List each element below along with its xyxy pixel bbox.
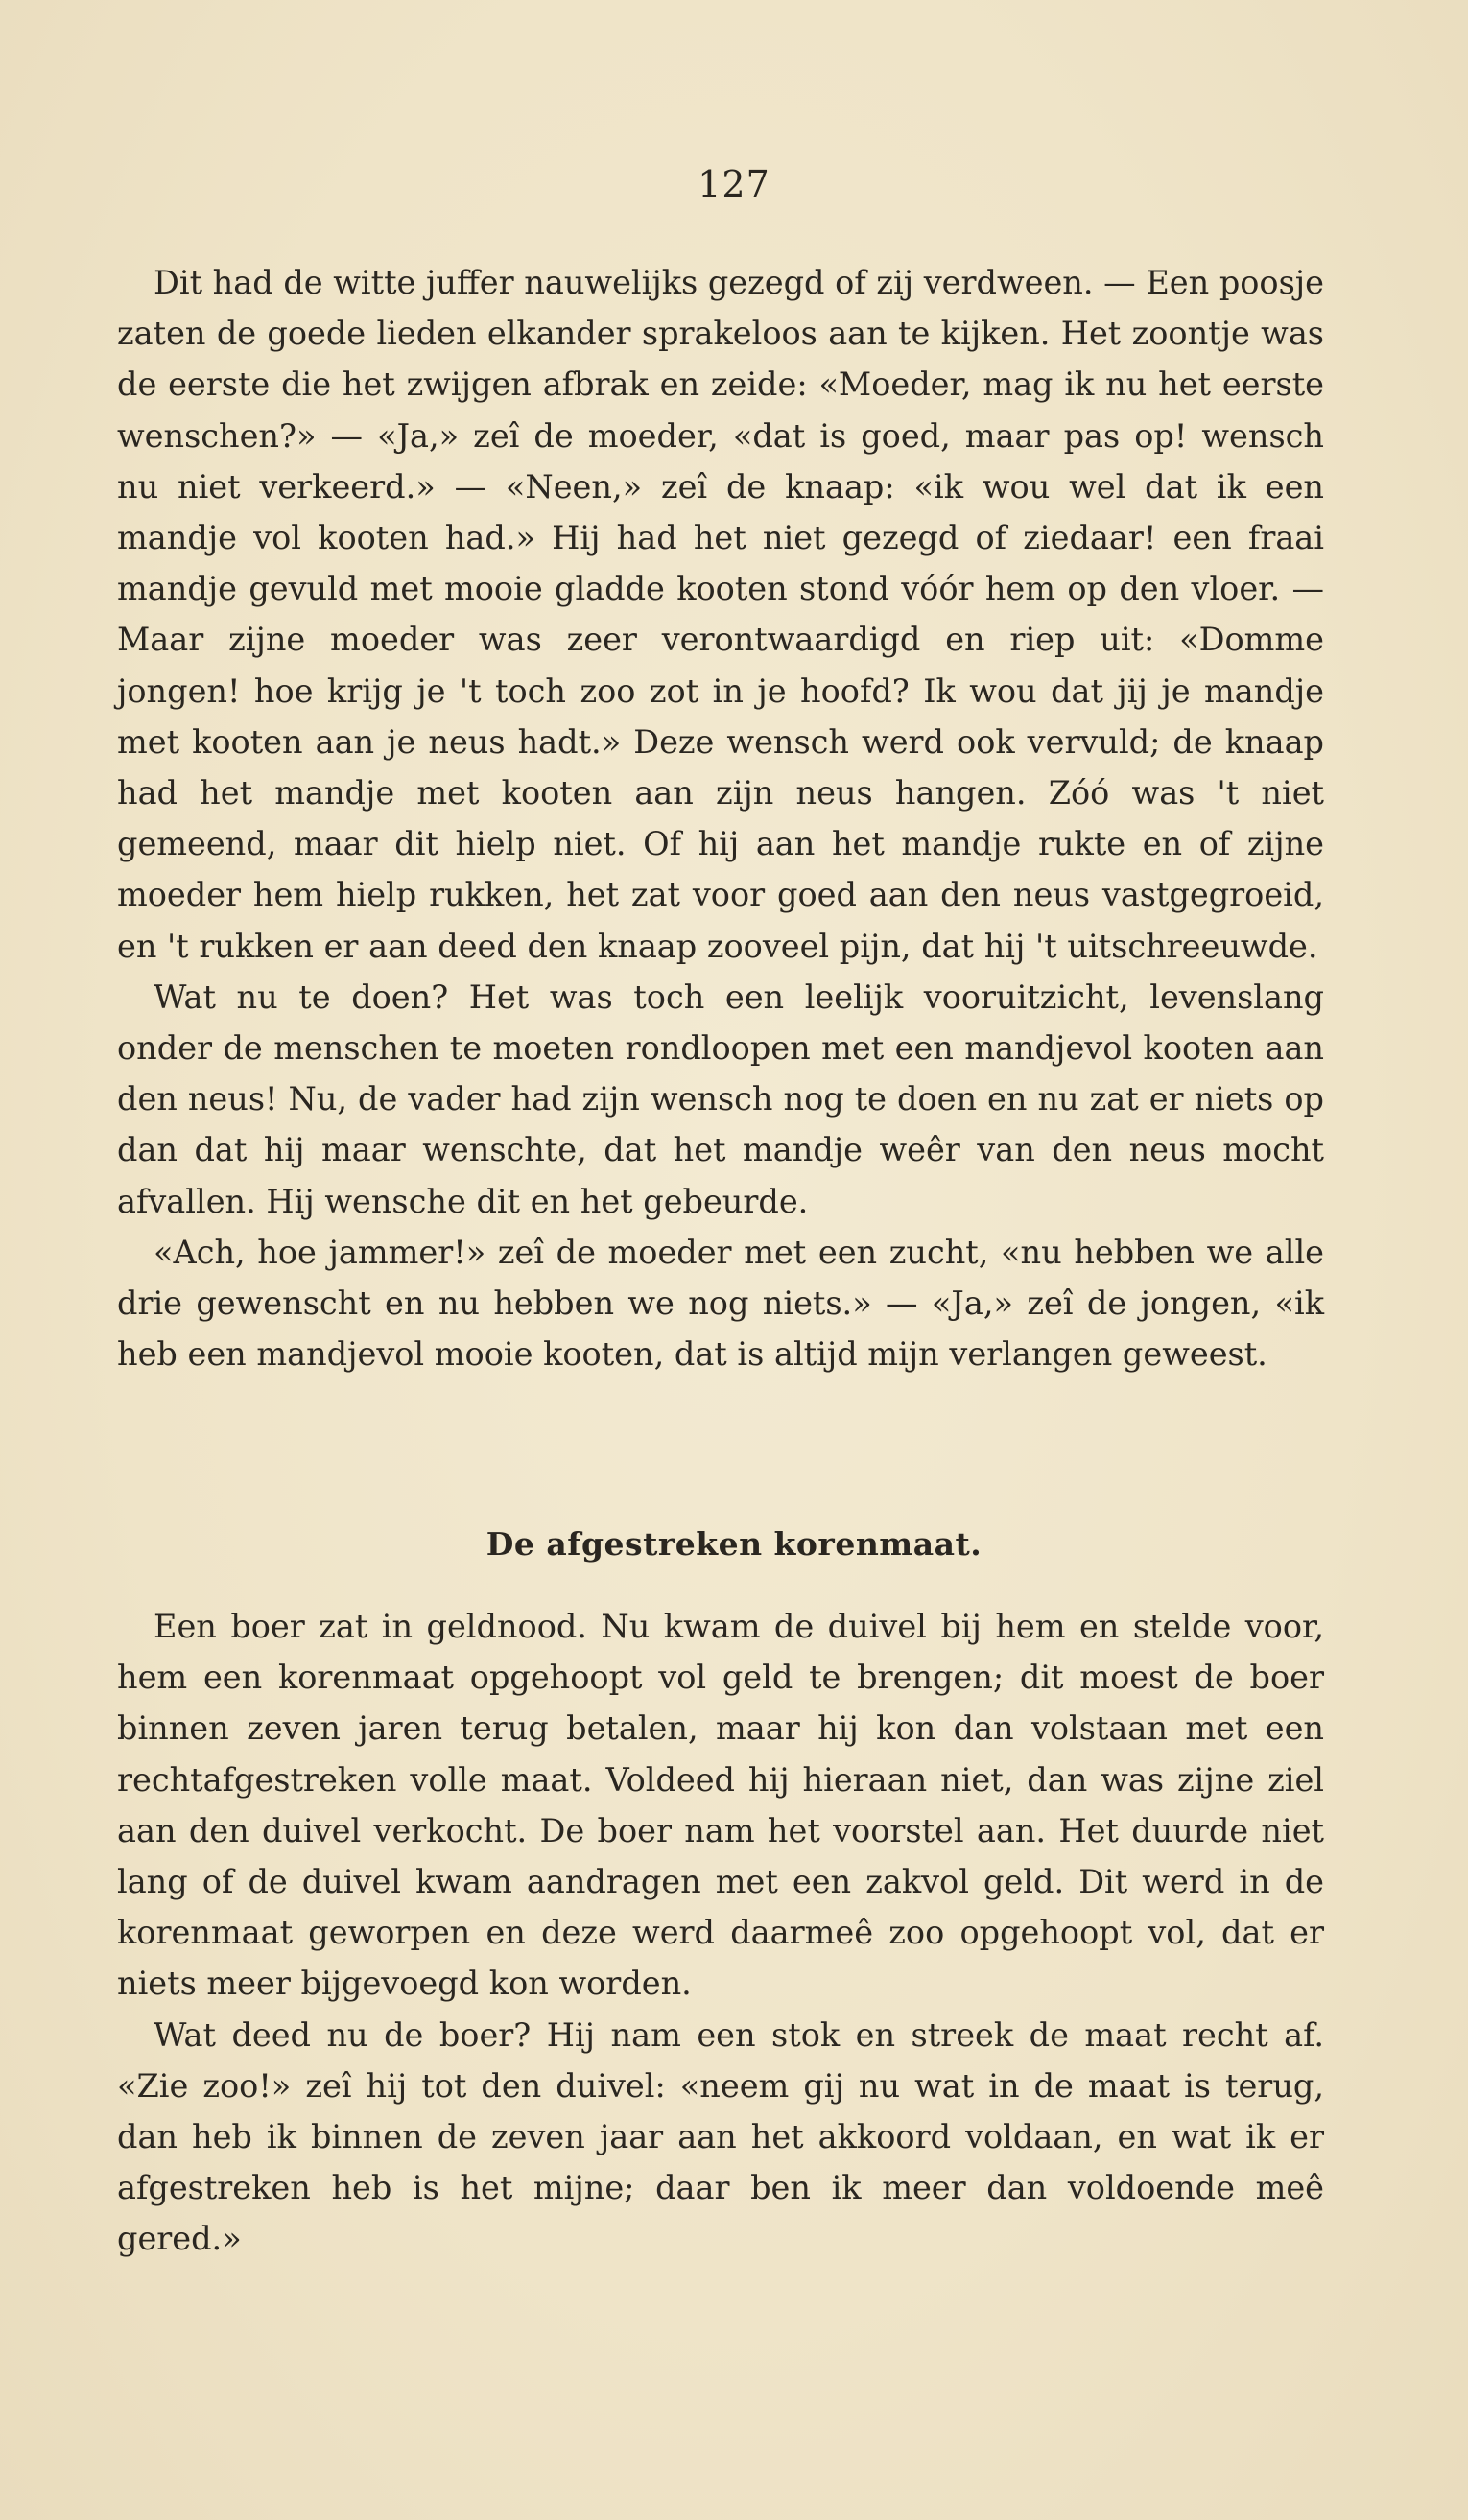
paragraph: Wat deed nu de boer? Hij nam een stok en streek de maat recht af. «Zie zoo!» zeî hij tot den duivel: «neem gij nu wat in de maat is terug, dan heb ik binnen de zeven jaar aan het akkoord voldaan, en wat ik er afgestreken heb is het mijne; daar ben ik meer dan voldoende meê gered.»	[117, 2015, 1324, 2258]
paragraph: Dit had de witte juffer nauwelijks gezegd of zij verdween. — Een poosje zaten de goede lieden elkander sprakeloos aan te kijken. Het zoontje was de eerste die het zwijgen afbrak en zeide: «Moeder, mag ik nu het eerste wenschen?» — «Ja,» zeî de moeder, «dat is goed, maar pas op! wensch nu niet verkeerd.» — «Neen,» zeî de knaap: «ik wou wel dat ik een mandje vol kooten had.» Hij had het niet gezegd of ziedaar! een fraai mandje gevuld met mooie gladde kooten stond vóór hem op den vloer. — Maar zijne moeder was zeer verontwaardigd en riep uit: «Domme jongen! hoe krijg je 't toch zoo zot in je hoofd? Ik wou dat jij je mandje met kooten aan je neus hadt.» Deze wensch werd ook vervuld; de knaap had het mandje met kooten aan zijn neus hangen. Zóó was 't niet gemeend, maar dit hielp niet. Of hij aan het mandje rukte en of zijne moeder hem hielp rukken, het zat voor goed aan den neus vastgegroeid, en 't rukken er aan deed den knaap zooveel pijn, dat hij 't uitschreeuwde.	[117, 264, 1325, 965]
paragraph: «Ach, hoe jammer!» zeî de moeder met een zucht, «nu hebben we alle drie gewenscht en nu hebben we nog niets.» — «Ja,» zeî de jongen, «ik heb een mandjevol mooie kooten, dat is altijd mijn verlangen geweest.	[117, 1233, 1324, 1374]
story-text-block	[117, 1601, 1324, 2265]
paragraph: Een boer zat in geldnood. Nu kwam de duivel bij hem en stelde voor, hem een korenmaat opgehoopt vol geld te brengen; dit moest de boer binnen zeven jaren terug betalen, maar hij kon dan volstaan met een rechtafgestreken volle maat. Voldeed hij hieraan niet, dan was zijne ziel aan den duivel verkocht. De boer nam het voorstel aan. Het duurde niet lang of de duivel kwam aandragen met een zakvol geld. Dit werd in de korenmaat geworpen en deze werd daarmeê zoo opgehoopt vol, dat er niets meer bijgevoegd kon worden.	[117, 1608, 1324, 2003]
story-text-block	[117, 257, 1324, 1379]
section-title: De afgestreken korenmaat.	[485, 1525, 983, 1563]
page-number: 127	[698, 163, 770, 205]
paragraph: Wat nu te doen? Het was toch een leelijk vooruitzicht, levenslang onder de menschen te moeten rondloopen met een mandjevol kooten aan den neus! Nu, de vader had zijn wensch nog te doen en nu zat er niets op dan dat hij maar wenschte, dat het mandje weêr van den neus mocht afvallen. Hij wensche dit en het gebeurde.	[117, 977, 1324, 1220]
